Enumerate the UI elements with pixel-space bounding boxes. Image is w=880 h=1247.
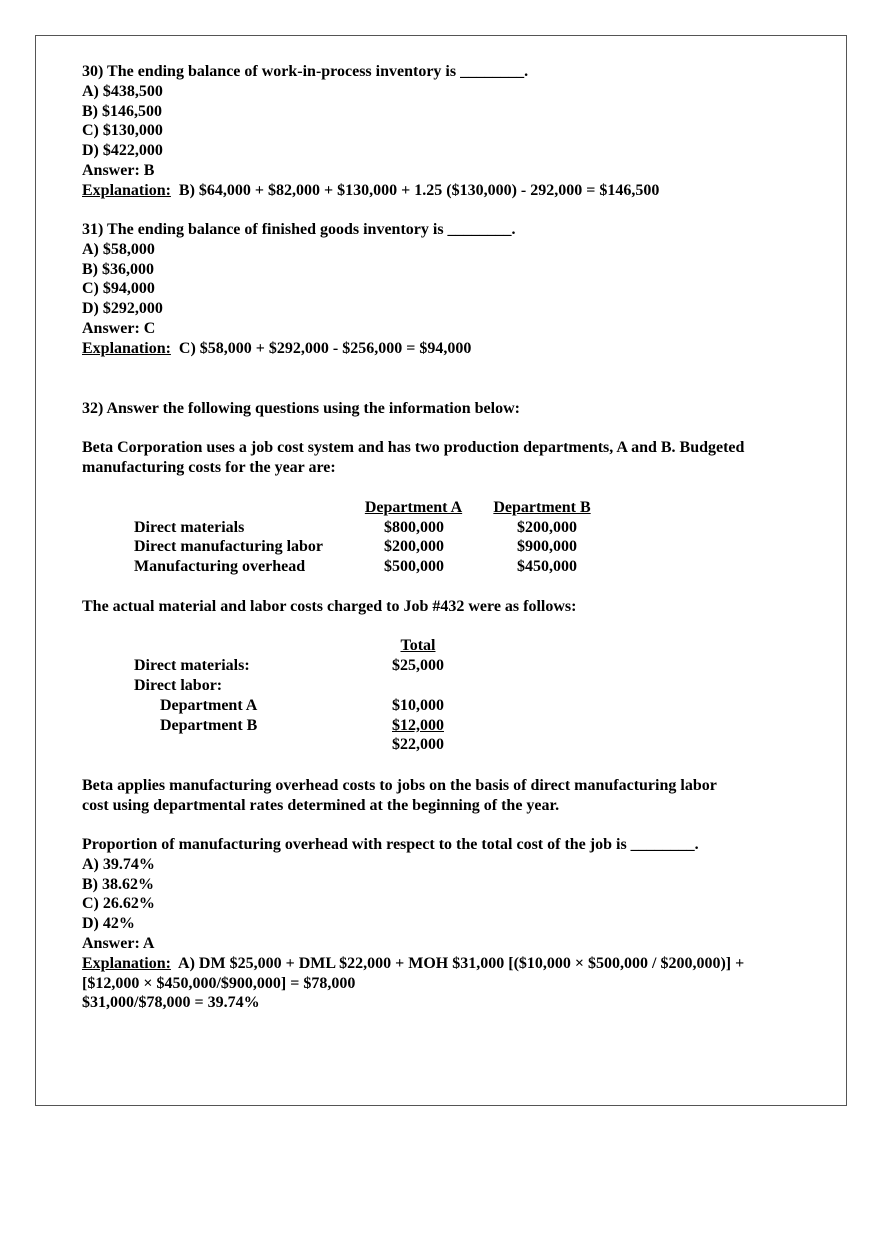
explanation-line: $31,000/$78,000 = 39.74% [82, 994, 260, 1012]
option-b: B) 38.62% [82, 875, 154, 893]
table1-cell: $800,000 [384, 519, 444, 536]
option-c: C) 26.62% [82, 895, 155, 913]
answer: Answer: B [82, 161, 155, 179]
question-32-para3 [82, 776, 717, 816]
table1-header-dept-b: Department B [493, 499, 591, 516]
table1-row-label: Manufacturing overhead [134, 558, 306, 575]
question-32-para1 [82, 438, 744, 478]
table1-row-label: Direct manufacturing labor [134, 538, 324, 555]
explanation-label: Explanation: [82, 181, 171, 199]
explanation-text: B) $64,000 + $82,000 + $130,000 + 1.25 ($130,000) - 292,000 = $146,500 [170, 181, 660, 199]
table1-header-dept-a: Department A [364, 499, 463, 516]
explanation-label: Explanation: [82, 954, 171, 972]
table2-label: Direct labor: [134, 677, 223, 694]
question-text: 31) The ending balance of finished goods inventory is ________. [82, 221, 516, 238]
option-d: D) $292,000 [82, 300, 163, 318]
table2-label: Department A [160, 697, 258, 714]
option-b: B) $36,000 [82, 260, 154, 278]
table2-value: $25,000 [392, 657, 444, 674]
table2-value: $10,000 [392, 697, 444, 714]
question-31 [82, 220, 516, 359]
table1-cell: $200,000 [384, 538, 444, 555]
table1-cell: $450,000 [517, 558, 577, 575]
question-32-intro: 32) Answer the following questions using the information below: [82, 400, 520, 417]
para-line: Beta Corporation uses a job cost system and has two production departments, A and B. Budgeted [82, 439, 745, 456]
para-line: cost using departmental rates determined at the beginning of the year. [82, 796, 560, 814]
answer: Answer: A [82, 934, 155, 952]
table2-total: $22,000 [392, 736, 444, 753]
question-32 [82, 835, 744, 1013]
table2-label: Department B [160, 717, 258, 734]
option-a: A) $58,000 [82, 240, 155, 258]
table1-row-label: Direct materials [134, 519, 245, 536]
explanation [82, 181, 659, 201]
para-line: Beta applies manufacturing overhead costs to jobs on the basis of direct manufacturing labor [82, 777, 717, 794]
question-30 [82, 62, 659, 201]
option-d: D) $422,000 [82, 142, 163, 160]
table1-cell: $500,000 [384, 558, 444, 575]
table2-value [344, 716, 444, 736]
question-text: 30) The ending balance of work-in-process inventory is ________. [82, 63, 529, 80]
option-c: C) $130,000 [82, 122, 163, 140]
table2-header-total: Total [400, 637, 436, 654]
explanation-label: Explanation: [82, 339, 171, 357]
question-text: Proportion of manufacturing overhead with respect to the total cost of the job is ________. [82, 836, 699, 853]
option-d: D) 42% [82, 915, 135, 933]
explanation-text: C) $58,000 + $292,000 - $256,000 = $94,000 [170, 339, 472, 357]
explanation-line: [$12,000 × $450,000/$900,000] = $78,000 [82, 974, 356, 992]
option-a: A) $438,500 [82, 82, 163, 100]
table2-value-underlined: $12,000 [392, 717, 444, 734]
explanation-text: A) DM $25,000 + DML $22,000 + MOH $31,000 [($10,000 × $500,000 / $200,000)] + [170, 954, 745, 972]
option-a: A) 39.74% [82, 855, 155, 873]
answer: Answer: C [82, 319, 156, 337]
table1-cell: $200,000 [517, 519, 577, 536]
table1-cell: $900,000 [517, 538, 577, 555]
explanation [82, 954, 744, 974]
option-b: B) $146,500 [82, 102, 162, 120]
question-32-para2: The actual material and labor costs charged to Job #432 were as follows: [82, 598, 577, 615]
explanation [82, 339, 516, 359]
table2-label: Direct materials: [134, 657, 250, 674]
option-c: C) $94,000 [82, 280, 155, 298]
para-line: manufacturing costs for the year are: [82, 458, 336, 476]
